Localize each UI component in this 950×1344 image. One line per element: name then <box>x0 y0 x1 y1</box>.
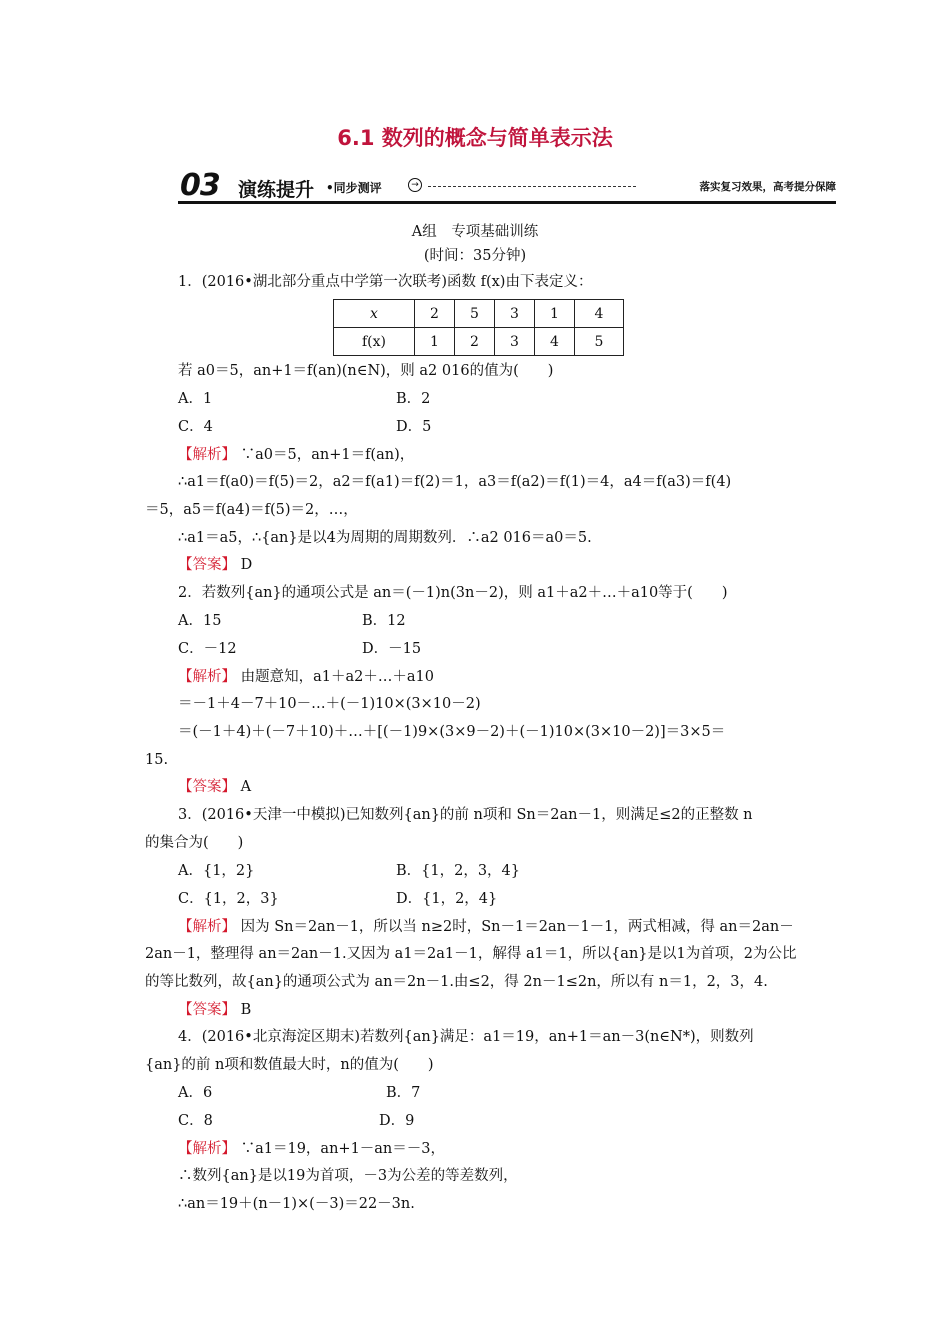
banner-subtitle: •同步测评 <box>326 181 382 195</box>
time-limit: (时间：35分钟) <box>423 248 527 264</box>
q3-option-c: C．{1，2，3} <box>178 891 279 907</box>
q4-option-c: C．8 <box>178 1113 213 1129</box>
q1-option-c: C．4 <box>178 419 213 435</box>
q1-answer: 【答案】 D <box>178 557 253 573</box>
banner-tagline: 落实复习效果，高考提分保障 <box>699 181 836 193</box>
q1-option-d: D．5 <box>396 419 432 435</box>
arrow-right-icon: → <box>408 178 422 192</box>
q1-condition: 若 a0＝5，an+1＝f(an)(n∈N)，则 a2 016的值为( ) <box>178 363 554 379</box>
banner-divider <box>428 186 636 187</box>
q3-stem-1: 3．(2016•天津一中模拟)已知数列{an}的前 n项和 Sn＝2an－1，则满足≤2的正整数 n <box>178 807 753 823</box>
q2-option-a: A．15 <box>178 613 222 629</box>
table-cell: 3 <box>495 328 535 356</box>
page-title: 6.1 数列的概念与简单表示法 <box>337 126 613 150</box>
q2-stem: 2．若数列{an}的通项公式是 an＝(－1)n(3n－2)，则 a1＋a2＋…＋a10等于( ) <box>178 585 728 601</box>
table-cell: 2 <box>415 300 455 328</box>
table-row-label: f(x) <box>334 328 415 356</box>
q3-answer: 【答案】 B <box>178 1002 252 1018</box>
q1-option-b: B．2 <box>396 391 431 407</box>
table-cell: 4 <box>575 300 624 328</box>
q2-solution-2: ＝－1＋4－7＋10－…＋(－1)10×(3×10－2) <box>178 696 481 712</box>
q4-solution-3: ∴an＝19＋(n－1)×(－3)＝22－3n. <box>178 1196 415 1212</box>
table-cell: 2 <box>455 328 495 356</box>
q1-solution-1: 【解析】 ∵a0＝5，an+1＝f(an)， <box>178 447 415 463</box>
q2-option-c: C．－12 <box>178 641 237 657</box>
table-cell: 4 <box>535 328 575 356</box>
q3-stem-2: 的集合为( ) <box>145 835 244 851</box>
q2-answer: 【答案】 A <box>178 779 252 795</box>
q2-solution-4: 15. <box>145 752 169 768</box>
banner-number: 03 <box>180 168 220 203</box>
q2-option-b: B．12 <box>362 613 406 629</box>
q1-solution-3: ＝5，a5＝f(a4)＝f(5)＝2，…， <box>145 502 358 518</box>
q3-option-d: D．{1，2，4} <box>396 891 498 907</box>
table-cell: 1 <box>415 328 455 356</box>
function-table <box>333 299 624 356</box>
table-cell: 5 <box>575 328 624 356</box>
q4-stem-2: {an}的前 n项和数值最大时，n的值为( ) <box>145 1057 434 1073</box>
q4-solution-2: ∴数列{an}是以19为首项，－3为公差的等差数列， <box>178 1168 518 1184</box>
q2-solution-1: 【解析】 由题意知，a1＋a2＋…＋a10 <box>178 669 434 685</box>
q1-solution-4: ∴a1＝a5，∴{an}是以4为周期的周期数列．∴a2 016＝a0＝5. <box>178 530 592 546</box>
section-banner <box>178 170 836 206</box>
q2-solution-3: ＝(－1＋4)＋(－7＋10)＋…＋[(－1)9×(3×9－2)＋(－1)10×(3×10－2)]＝3×5＝ <box>178 724 726 740</box>
q4-solution-1: 【解析】 ∵a1＝19，an+1－an＝－3， <box>178 1141 445 1157</box>
q2-option-d: D．－15 <box>362 641 422 657</box>
q1-stem: 1．(2016•湖北部分重点中学第一次联考)函数 f(x)由下表定义： <box>178 274 593 290</box>
q3-solution-1: 【解析】 因为 Sn＝2an－1，所以当 n≥2时，Sn－1＝2an－1－1，两式相减，得 an＝2an－ <box>178 919 794 935</box>
q3-solution-3: 的等比数列，故{an}的通项公式为 an＝2n－1.由≤2，得 2n－1≤2n，所以有 n＝1，2，3，4. <box>145 974 768 990</box>
banner-rule <box>178 201 836 204</box>
table-row-label: x <box>334 300 415 328</box>
table-cell: 1 <box>535 300 575 328</box>
table-cell: 5 <box>455 300 495 328</box>
table-cell: 3 <box>495 300 535 328</box>
q3-solution-2: 2an－1，整理得 an＝2an－1.又因为 a1＝2a1－1，解得 a1＝1，所以{an}是以1为首项，2为公比 <box>145 946 797 962</box>
banner-title: 演练提升 <box>238 179 315 201</box>
q3-option-b: B．{1，2，3，4} <box>396 863 521 879</box>
q3-option-a: A．{1，2} <box>178 863 255 879</box>
q4-stem-1: 4．(2016•北京海淀区期末)若数列{an}满足：a1＝19，an+1＝an－3(n∈N*)，则数列 <box>178 1029 754 1045</box>
q4-option-d: D．9 <box>379 1113 415 1129</box>
q1-solution-2: ∴a1＝f(a0)＝f(5)＝2，a2＝f(a1)＝f(2)＝1，a3＝f(a2)＝f(1)＝4，a4＝f(a3)＝f(4) <box>178 474 732 490</box>
group-heading: A组 专项基础训练 <box>411 224 539 240</box>
q4-option-b: B．7 <box>386 1085 421 1101</box>
q1-option-a: A．1 <box>178 391 213 407</box>
q4-option-a: A．6 <box>178 1085 213 1101</box>
